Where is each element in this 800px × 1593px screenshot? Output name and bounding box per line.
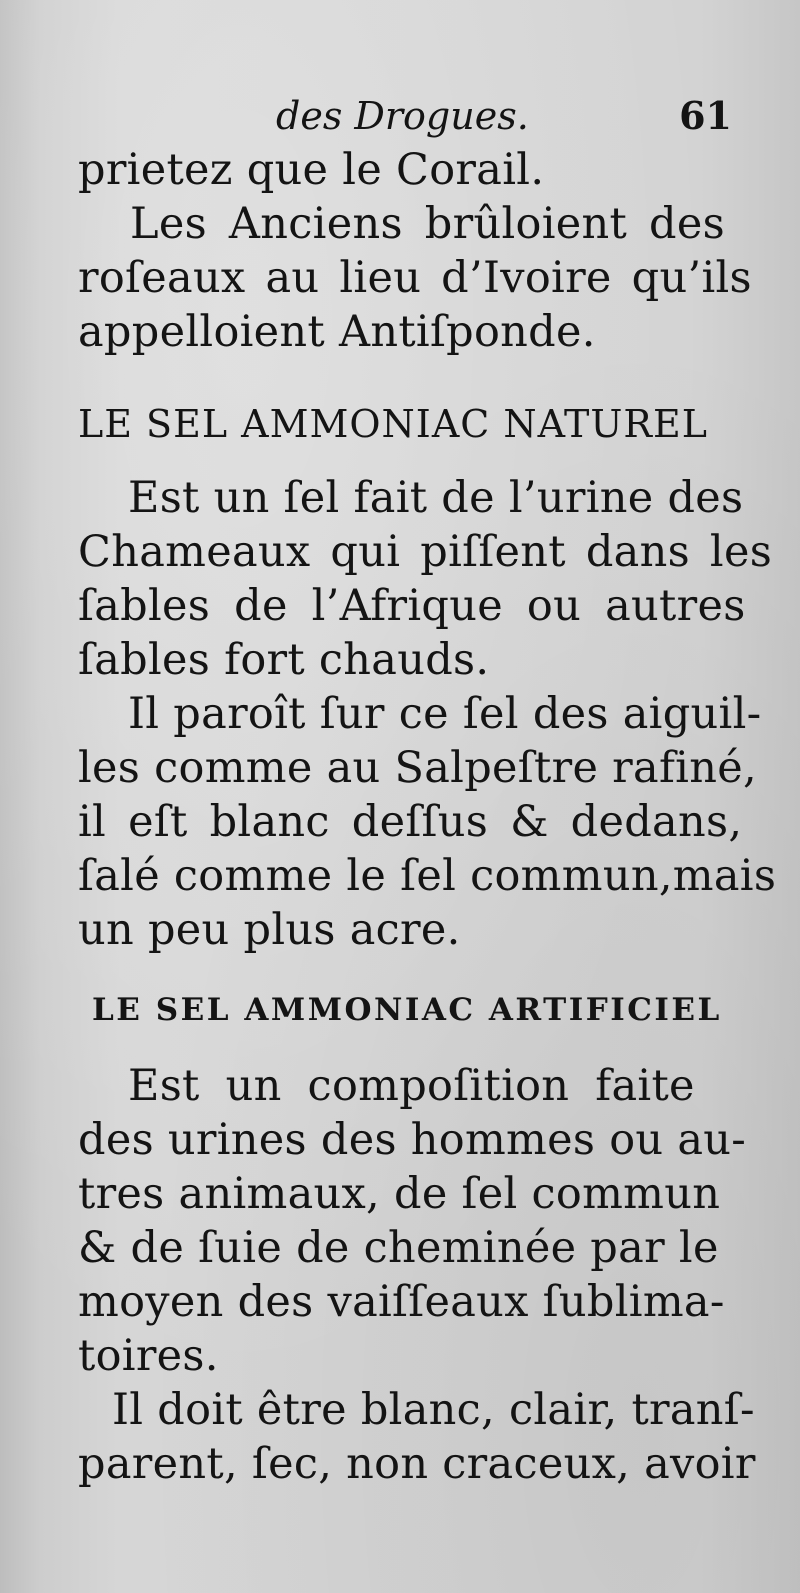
text-line: tres animaux, de ſel commun: [78, 1169, 721, 1219]
text-line: il eſt blanc deſſus & dedans,: [78, 797, 743, 847]
text-line: des urines des hommes ou au-: [78, 1115, 747, 1165]
page-number: 61: [679, 93, 732, 138]
page-header: [0, 88, 800, 144]
text-line: Il doit être blanc, clair, tranſ-: [112, 1385, 755, 1435]
text-line: ſalé comme le ſel commun,mais: [78, 851, 777, 901]
text-line: roſeaux au lieu d’Ivoire qu’ils: [78, 253, 752, 303]
text-line: les comme au Salpeſtre rafiné,: [78, 743, 757, 793]
text-line: moyen des vaiſſeaux ſublima-: [78, 1277, 725, 1327]
text-line: Il paroît ſur ce ſel des aiguil-: [128, 689, 762, 739]
section-heading: LE SEL AMMONIAC ARTIFICIEL: [92, 992, 722, 1028]
text-line: Chameaux qui piſſent dans les: [78, 527, 773, 577]
text-line: Est un compoſition faite: [128, 1061, 695, 1111]
section-heading: LE SEL AMMONIAC NATUREL: [78, 402, 708, 446]
text-line: un peu plus acre.: [78, 905, 461, 955]
running-title: des Drogues.: [276, 94, 529, 138]
text-line: ſables fort chauds.: [78, 635, 490, 685]
text-line: ſables de l’Afrique ou autres: [78, 581, 746, 631]
text-line: appelloient Antiſponde.: [78, 307, 596, 357]
text-line: toires.: [78, 1331, 219, 1381]
text-line: Est un ſel fait de l’urine des: [128, 473, 744, 523]
text-line: prietez que le Corail.: [78, 145, 545, 195]
text-line: Les Anciens brûloient des: [130, 199, 725, 249]
text-line: parent, ſec, non craceux, avoir: [78, 1439, 756, 1489]
text-line: & de ſuie de cheminée par le: [78, 1223, 719, 1273]
